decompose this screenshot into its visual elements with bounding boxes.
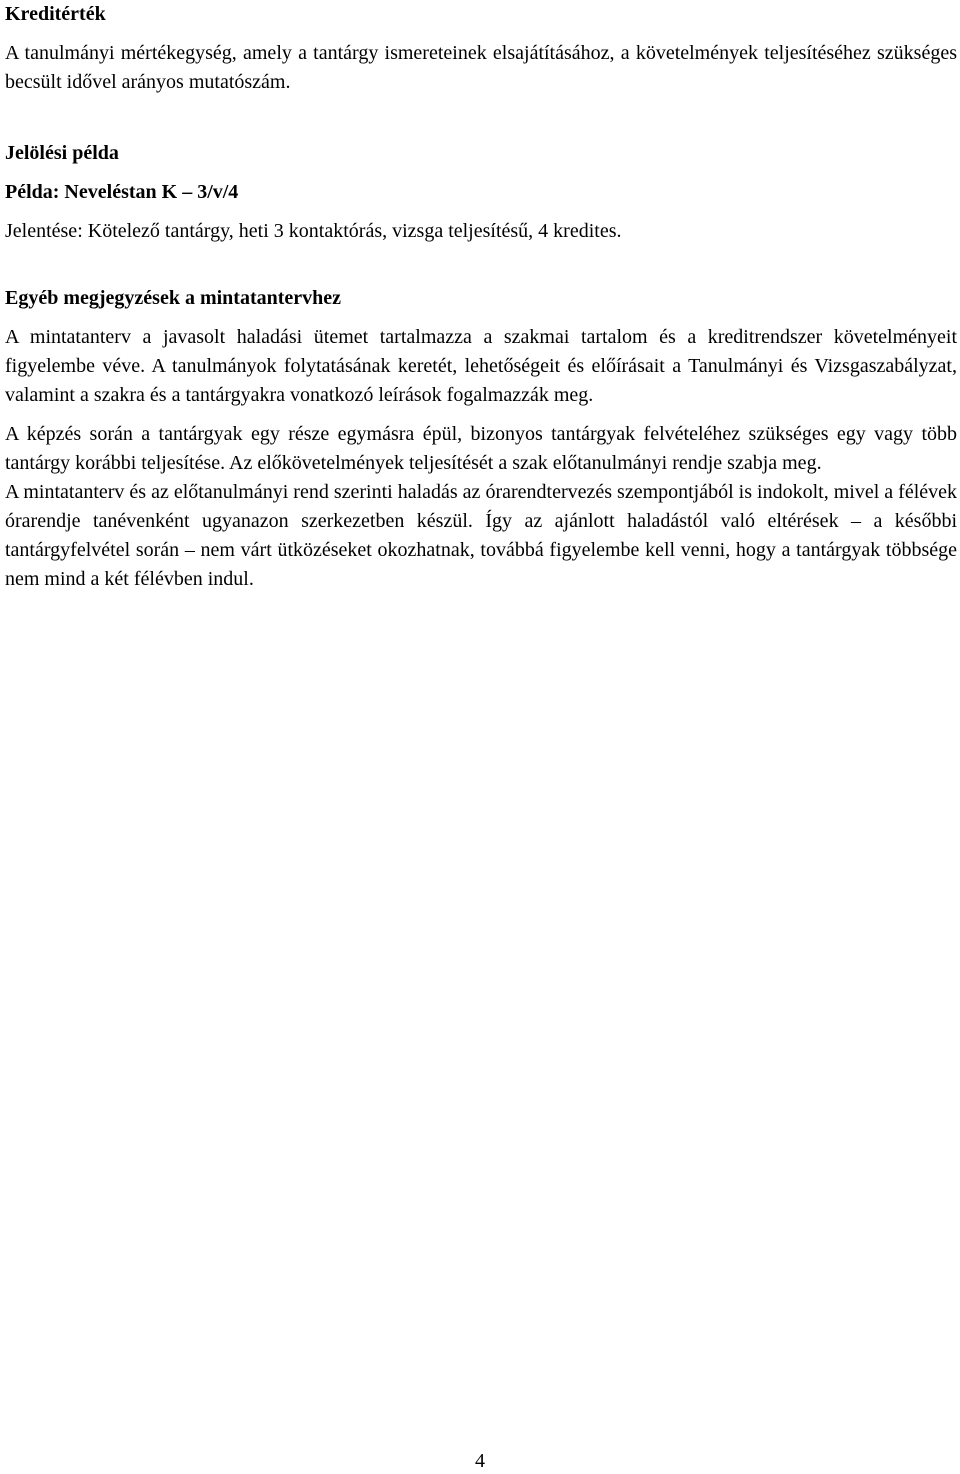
notation-meaning: Jelentése: Kötelező tantárgy, heti 3 kontaktórás, vizsga teljesítésű, 4 kredites. <box>5 220 622 242</box>
section-kreditertek <box>5 0 957 97</box>
paragraph-timetable: A mintatanterv és az előtanulmányi rend szerinti haladás az órarendtervezés szempontjából is indokolt, mivel a félévek órarendje tanévenként ugyanazon szerkezetben készül. Így az ajánlott haladástól való eltérések – a későbbi tantárgyfelvétel során – nem várt ütközéseket okozhatnak, továbbá figyelembe kell venni, hogy a tantárgyak többsége nem mind a két félévben indul. <box>5 481 957 590</box>
page-number: 4 <box>475 1450 485 1472</box>
paragraph-prerequisites: A képzés során a tantárgyak egy része egymásra épül, bizonyos tantárgyak felvételéhez szükséges egy vagy több tantárgy korábbi teljesítése. Az előkövetelmények teljesítését a szak előtanulmányi rendje szabja meg. <box>5 423 957 474</box>
notation-example: Példa: Neveléstan K – 3/v/4 <box>5 181 239 203</box>
section-egyeb-megjegyzesek <box>5 284 957 594</box>
section-heading-egyeb: Egyéb megjegyzések a mintatantervhez <box>5 287 342 309</box>
paragraph-curriculum-pace: A mintatanterv a javasolt haladási ütemet tartalmazza a szakmai tartalom és a kreditrendszer követelményeit figyelembe véve. A tanulmányok folytatásának keretét, lehetőségeit és előírásait a Tanulmányi és Vizsgaszabályzat, valamint a szakra és a tantárgyakra vonatkozó leírások fogalmazzák meg. <box>5 326 957 406</box>
document-body <box>5 0 957 594</box>
kreditertek-definition: A tanulmányi mértékegység, amely a tantárgy ismereteinek elsajátításához, a követelmények teljesítéséhez szükséges becsült idővel arányos mutatószám. <box>5 42 957 93</box>
section-jelolesi-pelda <box>5 139 957 246</box>
section-heading-jelolesi-pelda: Jelölési példa <box>5 142 119 164</box>
section-heading-kreditertek: Kreditérték <box>5 3 106 25</box>
